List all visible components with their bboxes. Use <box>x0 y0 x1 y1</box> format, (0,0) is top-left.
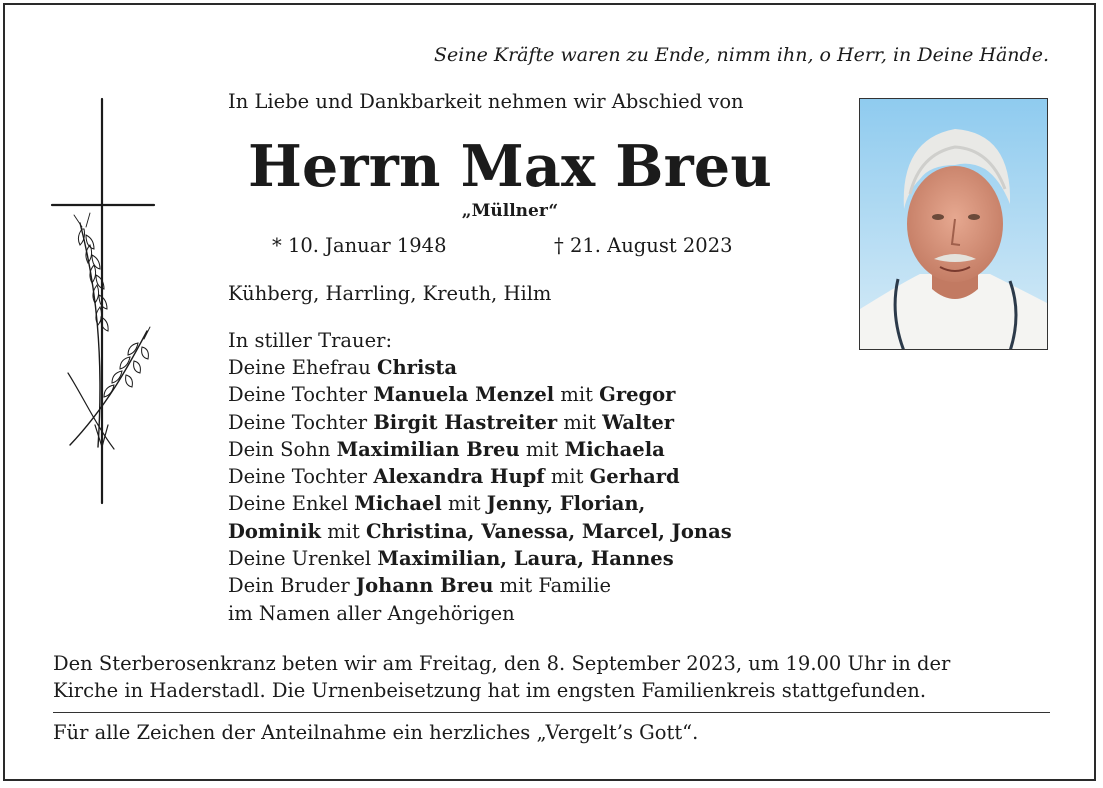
divider <box>53 712 1050 713</box>
mourners-heading: In stiller Trauer: <box>228 329 393 352</box>
mourner-name: Michaela <box>564 437 665 461</box>
mourner-relation: mit Familie <box>493 574 611 598</box>
mourner-relation: mit <box>519 437 565 461</box>
mourner-line <box>228 354 732 381</box>
mourner-name: Gerhard <box>589 465 680 489</box>
mourner-name: Jenny, Florian, <box>486 492 646 516</box>
mourner-relation: Deine Tochter <box>228 383 374 407</box>
mourner-relation: Deine Urenkel <box>228 547 378 571</box>
mourners-list <box>228 354 732 627</box>
mourner-name: Alexandra Hupf <box>373 465 545 489</box>
mourner-relation: mit <box>554 383 600 407</box>
mourner-relation: mit <box>544 465 590 489</box>
mourner-name: Christa <box>376 356 457 379</box>
cross-with-wheat-icon <box>50 95 160 507</box>
mourner-relation: Deine Tochter <box>228 410 374 434</box>
mourner-relation: mit <box>321 519 367 543</box>
mourner-name: Manuela Menzel <box>373 383 555 407</box>
portrait-photo <box>859 98 1048 350</box>
mourner-relation: Deine Tochter <box>228 465 374 489</box>
mourner-relation: Deine Ehefrau <box>228 356 377 379</box>
mourner-line <box>228 572 732 599</box>
mourner-name: Michael <box>354 492 442 516</box>
mourner-relation: Deine Enkel <box>228 492 355 516</box>
mourner-name: Maximilian, Laura, Hannes <box>377 547 674 571</box>
notice-line: Den Sterberosenkranz beten wir am Freitag, den 8. September 2023, um 19.00 Uhr in der <box>53 652 951 675</box>
death-date: † 21. August 2023 <box>554 234 733 257</box>
mourner-name: Johann Breu <box>355 574 494 598</box>
thanks-text: Für alle Zeichen der Anteilnahme ein herzliches „Vergelt’s Gott“. <box>53 721 699 744</box>
mourner-relation: mit <box>441 492 487 516</box>
notice-line: Kirche in Haderstadl. Die Urnenbeisetzung hat im engsten Familienkreis stattgefunden. <box>53 679 927 702</box>
mourner-relation: im Namen aller Angehörigen <box>228 601 515 625</box>
mourner-relation: Dein Sohn <box>228 437 337 461</box>
mourner-name: Gregor <box>599 383 676 407</box>
mourner-line <box>228 545 732 572</box>
mourner-name: Walter <box>602 410 675 434</box>
notice <box>53 650 1053 704</box>
intro-text: In Liebe und Dankbarkeit nehmen wir Abschied von <box>228 90 744 113</box>
mourner-line <box>228 381 732 408</box>
motto: Seine Kräfte waren zu Ende, nimm ihn, o Herr, in Deine Hände. <box>434 44 1049 66</box>
mourner-relation: mit <box>557 410 603 434</box>
birth-date: * 10. Januar 1948 <box>272 234 447 257</box>
places: Kühberg, Harrling, Kreuth, Hilm <box>228 282 552 305</box>
mourner-line <box>228 409 732 436</box>
mourner-line <box>228 518 732 545</box>
mourner-line <box>228 463 732 490</box>
mourner-name: Maximilian Breu <box>336 437 520 461</box>
mourner-line <box>228 436 732 463</box>
mourner-line <box>228 490 732 517</box>
mourner-name: Birgit Hastreiter <box>373 410 558 434</box>
mourner-name: Dominik <box>228 519 322 543</box>
deceased-nickname: „Müllner“ <box>461 201 559 221</box>
deceased-name: Herrn Max Breu <box>247 133 773 200</box>
mourner-relation: Dein Bruder <box>228 574 356 598</box>
mourner-line <box>228 600 732 627</box>
mourner-name: Christina, Vanessa, Marcel, Jonas <box>366 519 732 543</box>
